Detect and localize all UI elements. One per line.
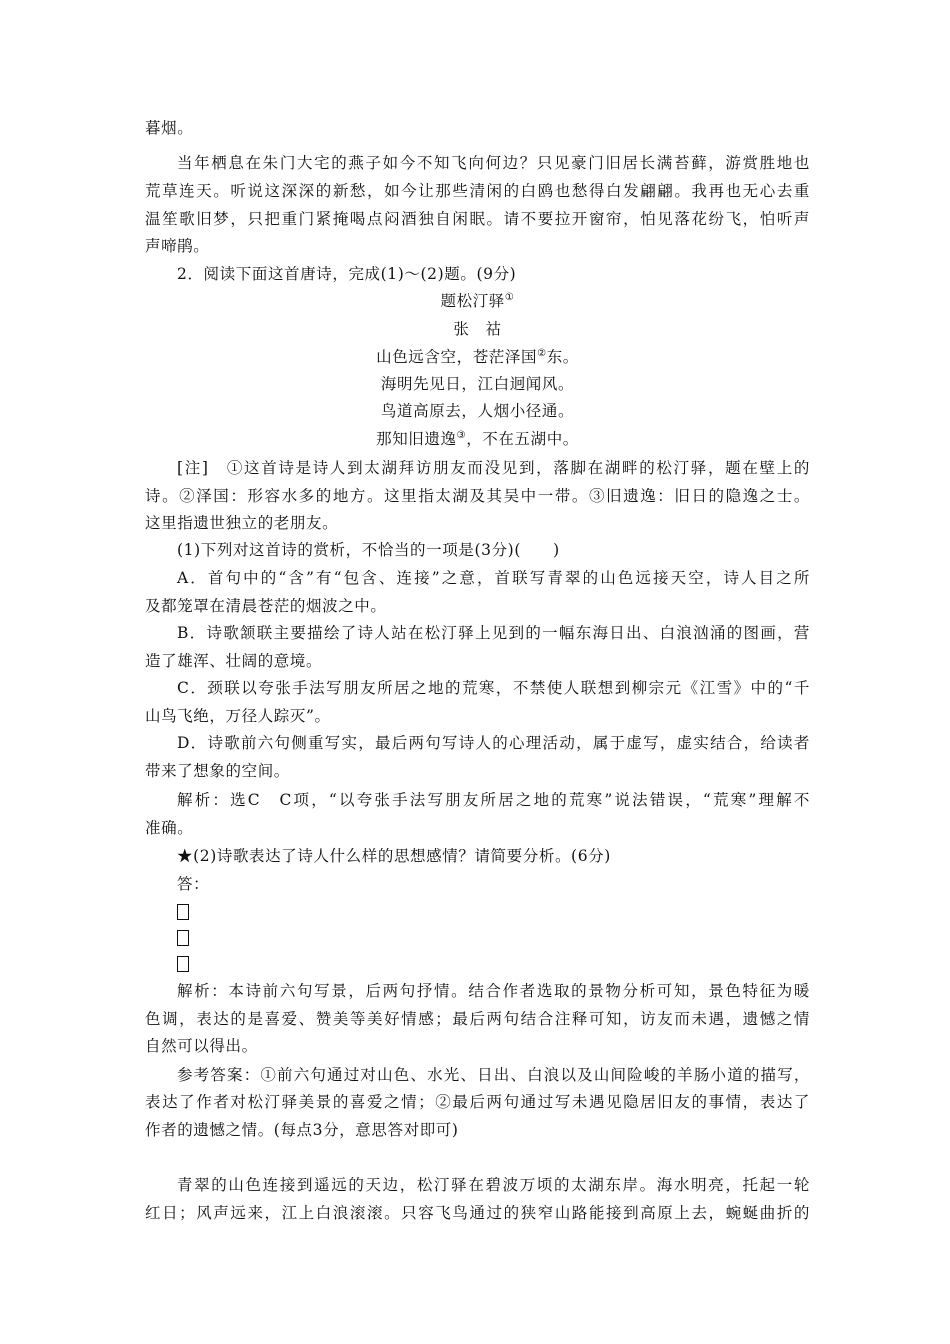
option-b: B．诗歌颔联主要描绘了诗人站在松汀驿上见到的一幅东海日出、白浪汹涌的图画，营 <box>177 624 810 642</box>
note-line: [注] ①这首诗是诗人到太湖拜访朋友而没见到，落脚在湖畔的松汀驿，题在壁上的 <box>177 459 810 477</box>
sub-question: ★(2)诗歌表达了诗人什么样的思想感情？请简要分析。(6分) <box>177 847 611 865</box>
option-c: C．颈联以夸张手法写朋友所居之地的荒寒，不禁使人联想到柳宗元《江雪》中的“千 <box>177 679 810 697</box>
reference-answer: 作者的遗憾之情。(每点3分，意思答对即可) <box>145 1121 459 1139</box>
poem-author: 张 祜 <box>453 320 502 338</box>
answer-label: 答： <box>177 875 210 893</box>
text-line: 温笙歌旧梦，只把重门紧掩喝点闷酒独自闲眠。请不要拉开窗帘，怕见落花纷飞，怕听声 <box>145 210 810 228</box>
blank-box-icon <box>177 930 189 946</box>
analysis-line: 解析：选C C项，“以夸张手法写朋友所居之地的荒寒”说法错误，“荒寒”理解不 <box>177 791 810 809</box>
option-c-cont: 山鸟飞绝，万径人踪灭”。 <box>145 707 331 725</box>
reference-answer: 参考答案：①前六句通过对山色、水光、日出、白浪以及山间险峻的羊肠小道的描写， <box>177 1066 810 1084</box>
question-heading: 2．阅读下面这首唐诗，完成(1)～(2)题。(9分) <box>177 265 517 283</box>
text-line: 声啼鹃。 <box>145 237 210 255</box>
option-d-cont: 带来了想象的空间。 <box>145 762 290 780</box>
reference-answer: 表达了作者对松汀驿美景的喜爱之情；②最后两句通过写未遇见隐居旧友的事情，表达了 <box>145 1093 810 1111</box>
blank-box-icon <box>177 904 189 920</box>
sub-question: (1)下列对这首诗的赏析，不恰当的一项是(3分)( ) <box>177 541 560 559</box>
footnote-marker: ① <box>504 292 515 303</box>
poem-line: 鸟道高原去，人烟小径通。 <box>380 402 575 420</box>
footnote-marker: ③ <box>456 430 467 441</box>
answer-blank <box>177 898 810 924</box>
answer-blank <box>177 924 810 950</box>
text-line: 当年栖息在朱门大宅的燕子如今不知飞向何边？只见豪门旧居长满苔藓，游赏胜地也 <box>177 154 810 172</box>
note-line: 这里指遗世独立的老朋友。 <box>145 514 339 532</box>
note-line: 诗。②泽国：形容水多的地方。这里指太湖及其吴中一带。③旧遗逸：旧日的隐逸之士。 <box>145 487 810 505</box>
analysis-line: 解析：本诗前六句写景，后两句抒情。结合作者选取的景物分析可知，景色特征为暖 <box>177 982 810 1000</box>
option-a-cont: 及都笼罩在清晨苍茫的烟波之中。 <box>145 597 387 615</box>
text-line: 荒草连天。听说这深深的新愁，如今让那些清闲的白鸥也愁得白发翩翩。我再也无心去重 <box>145 182 810 200</box>
footnote-marker: ② <box>537 348 547 359</box>
translation-line: 青翠的山色连接到遥远的天边，松汀驿在碧波万顷的太湖东岸。海水明亮，托起一轮 <box>177 1176 810 1194</box>
option-d: D．诗歌前六句侧重写实，最后两句写诗人的心理活动，属于虚写，虚实结合，给读者 <box>177 734 810 752</box>
poem-title: 题松汀驿① <box>440 292 515 310</box>
translation-line: 红日；风声远来，江上白浪滚滚。只容飞鸟通过的狭窄山路能接到高原上去，蜿蜒曲折的 <box>145 1204 810 1222</box>
analysis-line: 自然可以得出。 <box>145 1037 258 1055</box>
analysis-line: 准确。 <box>145 819 194 837</box>
poem-line: 海明先见日，江白迥闻风。 <box>380 375 575 393</box>
analysis-line: 色调，表达的是喜爱、赞美等美好情感；最后两句结合注释可知，访友而未遇，遗憾之情 <box>145 1010 810 1028</box>
answer-blank <box>177 950 810 976</box>
option-b-cont: 造了雄浑、壮阔的意境。 <box>145 652 323 670</box>
option-a: A．首句中的“含”有“包含、连接”之意，首联写青翠的山色远接天空，诗人目之所 <box>177 569 810 587</box>
poem-line: 那知旧遗逸③，不在五湖中。 <box>376 430 579 448</box>
text-line: 暮烟。 <box>145 119 194 137</box>
poem-line: 山色远含空，苍茫泽国②东。 <box>376 348 579 366</box>
blank-box-icon <box>177 956 189 972</box>
